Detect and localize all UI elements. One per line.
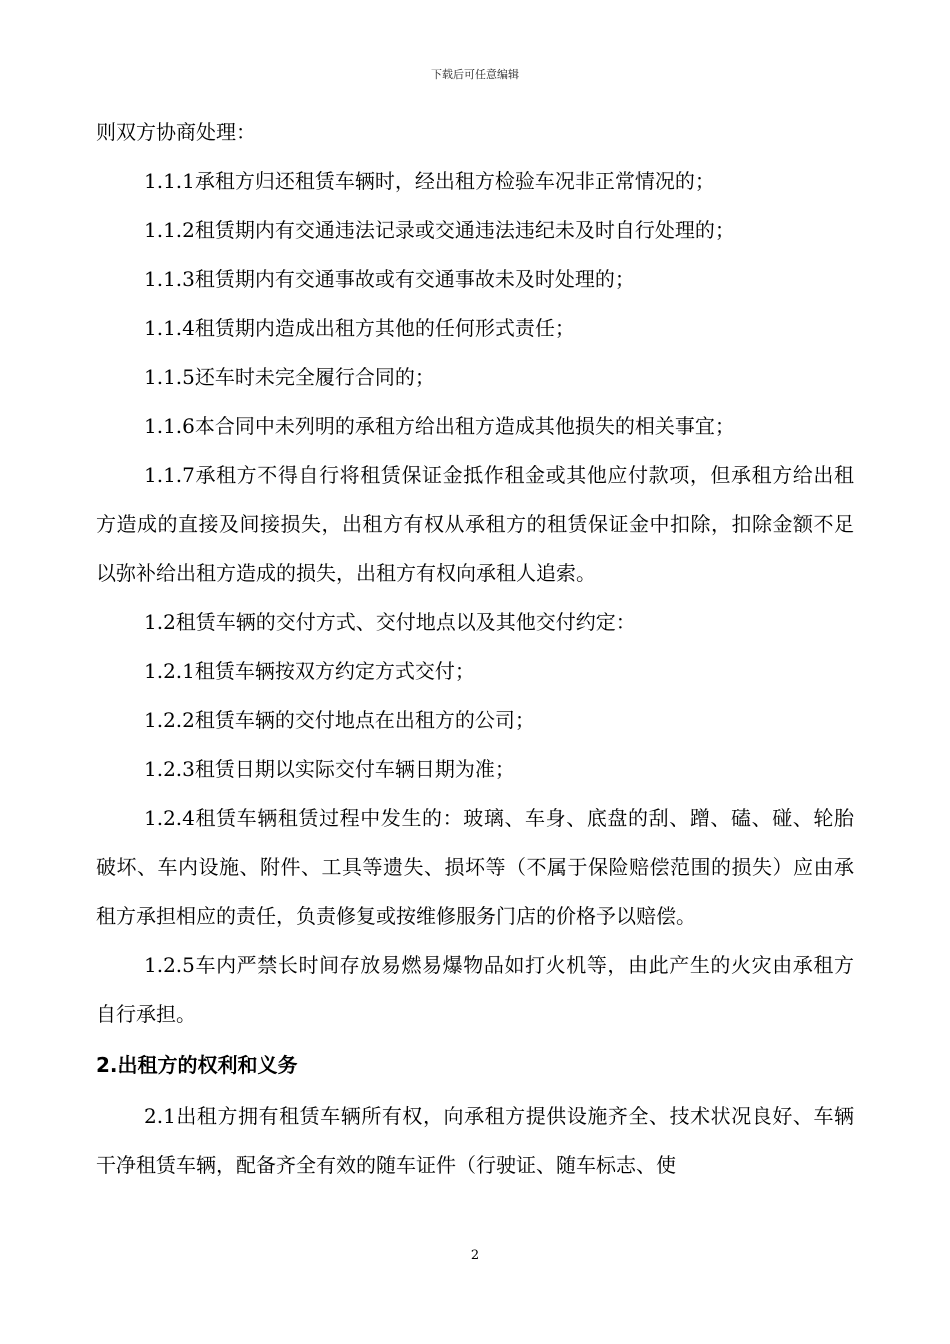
- clause-1-1-7: 1.1.7承租方不得自行将租赁保证金抵作租金或其他应付款项，但承租方给出租方造成的直接及间接损失，出租方有权从承租方的租赁保证金中扣除，扣除金额不足以弥补给出租方造成的损失，出租方有权向承租人追索。: [96, 463, 854, 585]
- clause-1-1-6: 1.1.6本合同中未列明的承租方给出租方造成其他损失的相关事宜；: [144, 414, 735, 438]
- document-body: [96, 108, 854, 1190]
- page-header: 下载后可任意编辑: [431, 68, 519, 81]
- clause-1-1-5: 1.1.5还车时未完全履行合同的；: [144, 365, 435, 389]
- clause-1-2-3: 1.2.3租赁日期以实际交付车辆日期为准；: [144, 757, 515, 781]
- clause-1-2-5: 1.2.5车内严禁长时间存放易燃易爆物品如打火机等，由此产生的火灾由承租方自行承担。: [96, 953, 854, 1026]
- clause-1-1-3: 1.1.3租赁期内有交通事故或有交通事故未及时处理的；: [144, 267, 635, 291]
- clause-1-2-2: 1.2.2租赁车辆的交付地点在出租方的公司；: [144, 708, 535, 732]
- clause-1-1-1: 1.1.1承租方归还租赁车辆时，经出租方检验车况非正常情况的；: [144, 169, 715, 193]
- clause-1-1-4: 1.1.4租赁期内造成出租方其他的任何形式责任；: [144, 316, 575, 340]
- clause-1-1-2: 1.1.2租赁期内有交通违法记录或交通违法违纪未及时自行处理的；: [144, 218, 735, 242]
- clause-1-2-1: 1.2.1租赁车辆按双方约定方式交付；: [144, 659, 475, 683]
- paragraph-continuation: 则双方协商处理：: [96, 120, 256, 144]
- clause-1-2-4: 1.2.4租赁车辆租赁过程中发生的：玻璃、车身、底盘的刮、蹭、磕、碰、轮胎破坏、车内设施、附件、工具等遗失、损坏等（不属于保险赔偿范围的损失）应由承租方承担相应的责任，负责修复或按维修服务门店的价格予以赔偿。: [96, 806, 854, 928]
- clause-2-1: 2.1出租方拥有租赁车辆所有权，向承租方提供设施齐全、技术状况良好、车辆干净租赁车辆，配备齐全有效的随车证件（行驶证、随车标志、使: [96, 1104, 854, 1177]
- clause-1-2: 1.2租赁车辆的交付方式、交付地点以及其他交付约定：: [144, 610, 636, 634]
- page-number: 2: [470, 1248, 480, 1263]
- section-heading: 2.出租方的权利和义务: [96, 1053, 298, 1077]
- section-heading-wrapper: [96, 1039, 854, 1092]
